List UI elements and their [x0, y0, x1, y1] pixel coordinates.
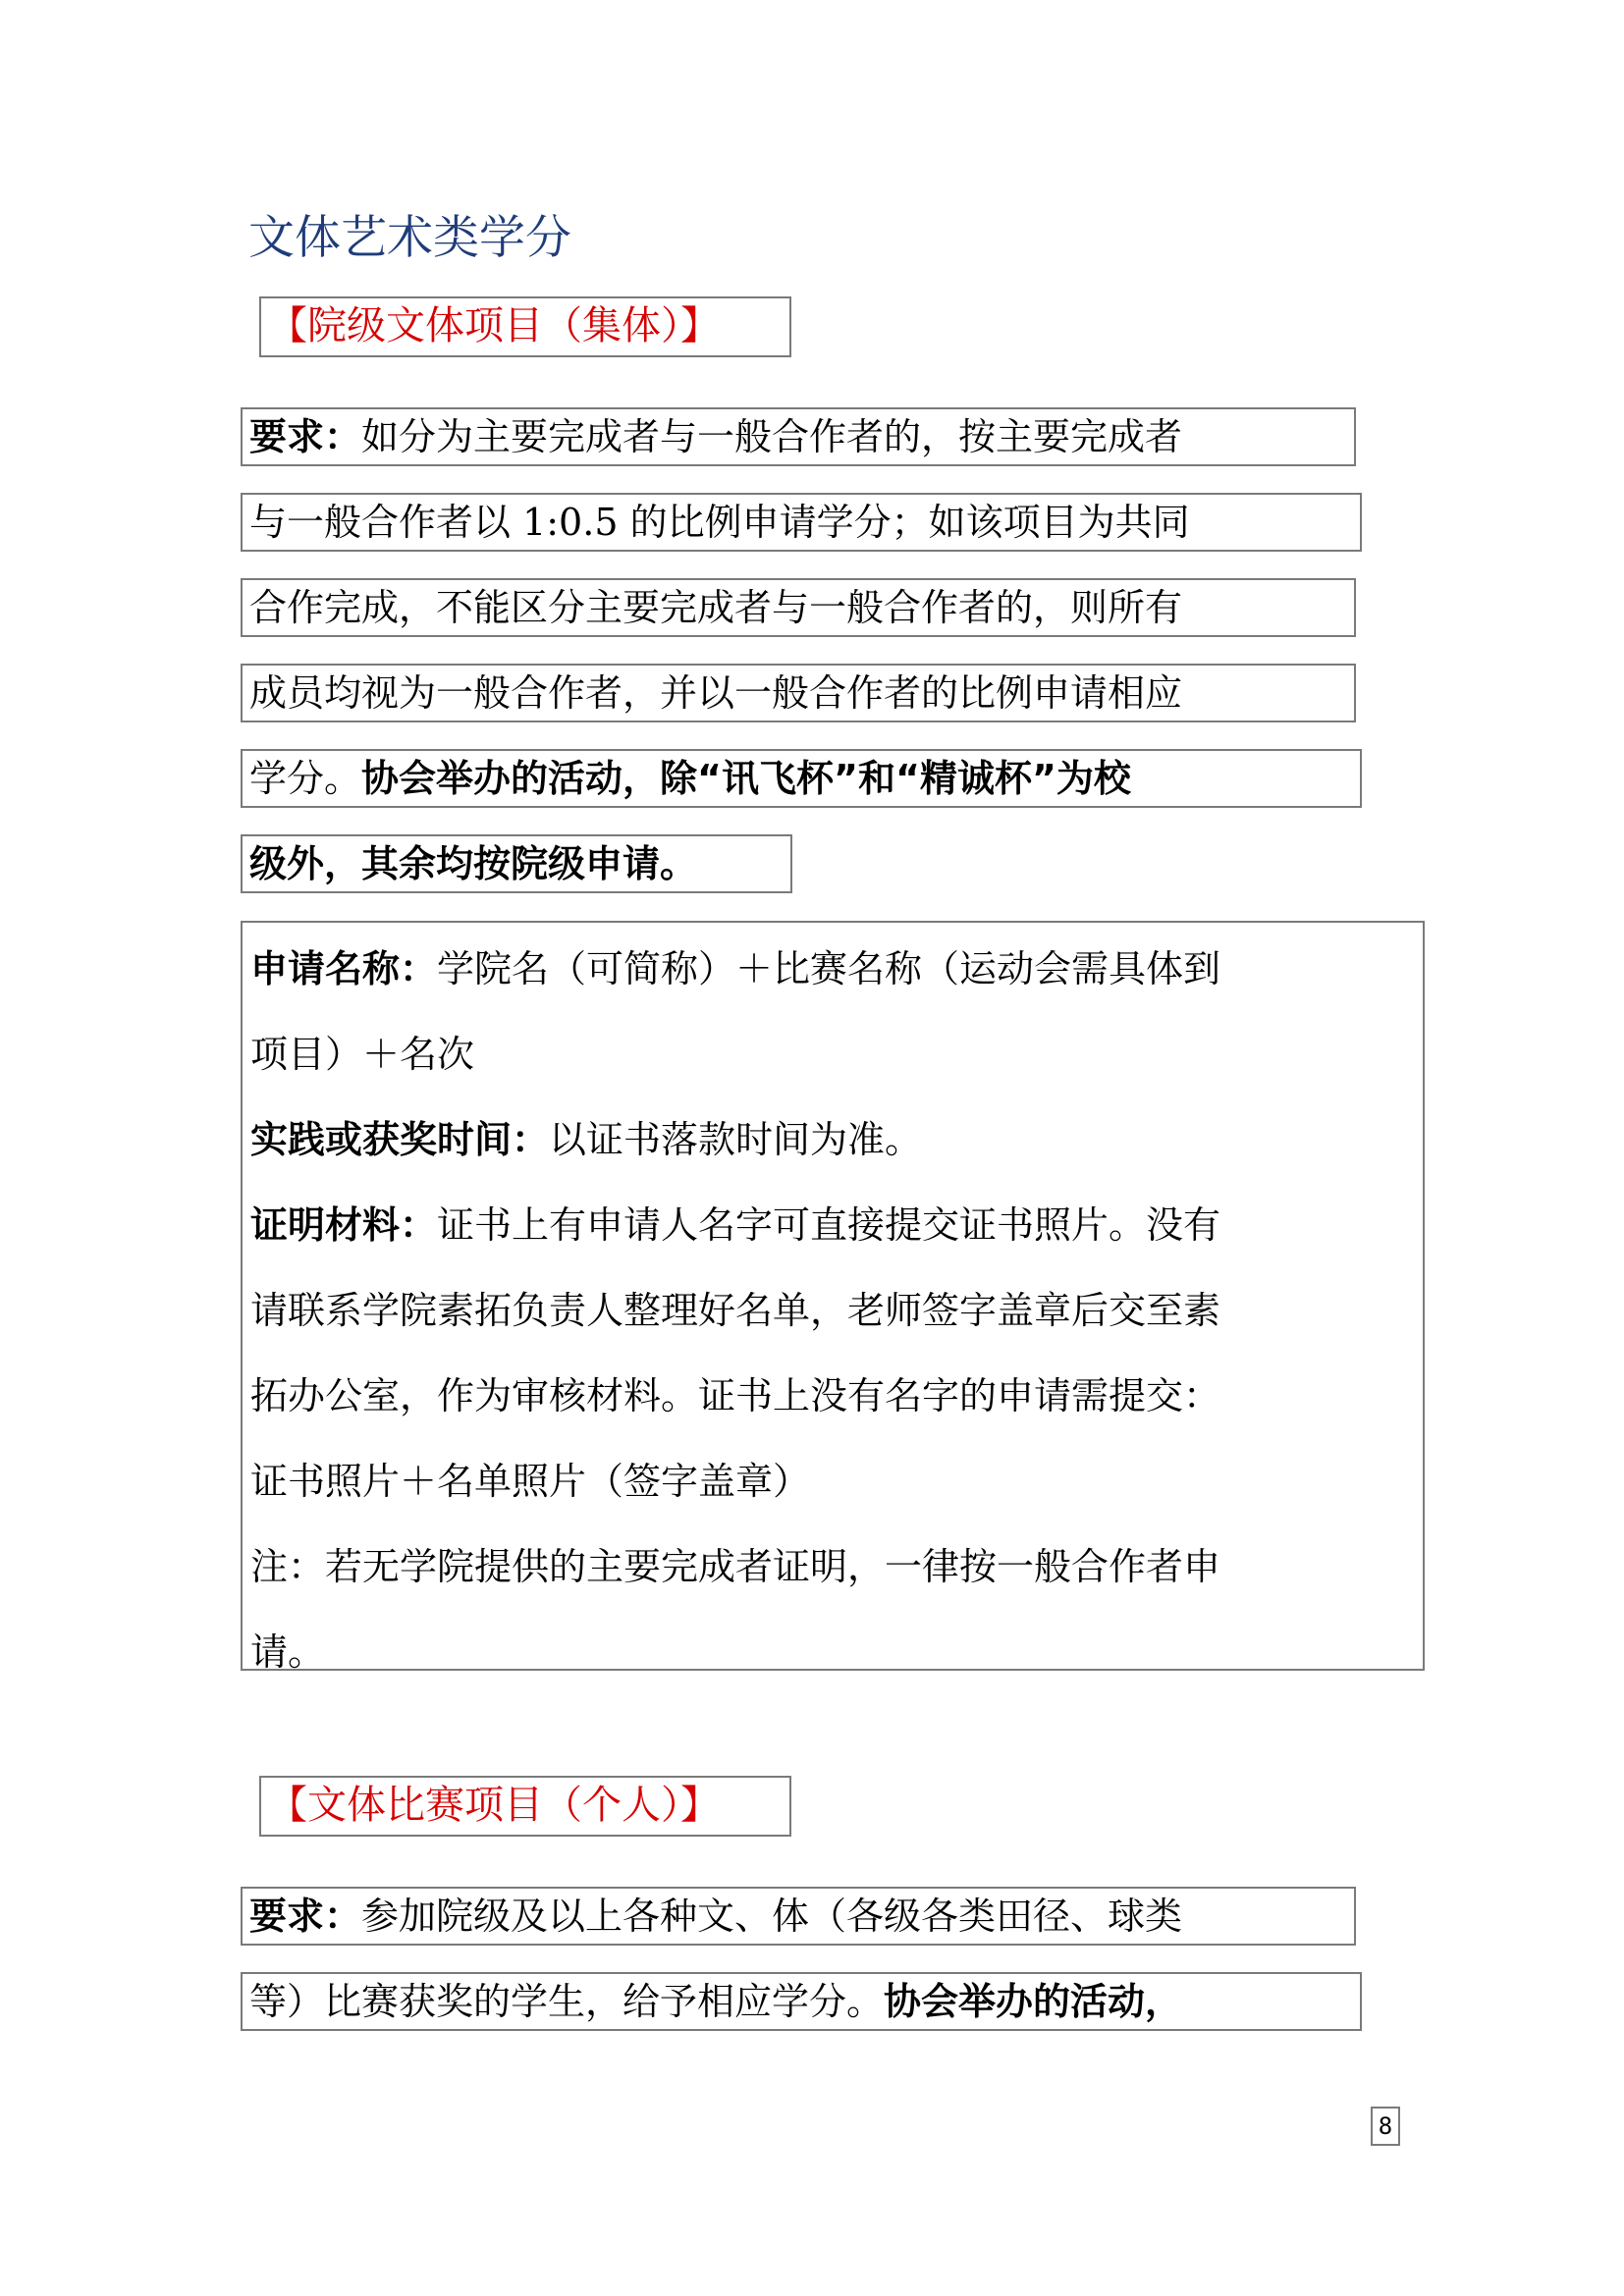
application-info-box [241, 921, 1425, 1674]
time-line: 实践或获奖时间：以证书落款时间为准。 [250, 1118, 923, 1161]
section-title-individual: 【文体比赛项目（个人）】 [259, 1776, 791, 1837]
requirement-label: 要求： [249, 415, 362, 458]
note-cont: 请。 [250, 1630, 326, 1674]
requirement2-line-1: 要求：参加院级及以上各种文、体（各级各类田径、球类 [241, 1887, 1356, 1946]
requirement2-line-2: 等）比赛获奖的学生，给予相应学分。协会举办的活动， [241, 1972, 1362, 2031]
proof-line: 证明材料：证书上有申请人名字可直接提交证书照片。没有 [250, 1203, 1221, 1247]
requirement-line-6: 级外，其余均按院级申请。 [241, 834, 792, 893]
apply-name-cont: 项目）＋名次 [250, 1033, 475, 1076]
proof-cont-2: 拓办公室，作为审核材料。证书上没有名字的申请需提交： [250, 1374, 1221, 1417]
apply-name-line: 申请名称：学院名（可简称）＋比赛名称（运动会需具体到 [250, 947, 1221, 990]
requirement-line-1: 要求：如分为主要完成者与一般合作者的，按主要完成者 [241, 407, 1356, 466]
page-number: 8 [1371, 2107, 1400, 2146]
requirement-line-3: 合作完成，不能区分主要完成者与一般合作者的，则所有 [241, 578, 1356, 637]
proof-cont-3: 证书照片＋名单照片（签字盖章） [250, 1460, 811, 1503]
proof-cont-1: 请联系学院素拓负责人整理好名单，老师签字盖章后交至素 [250, 1289, 1221, 1332]
requirement-line-2: 与一般合作者以 1:0.5 的比例申请学分；如该项目为共同 [241, 493, 1362, 552]
note-line: 注：若无学院提供的主要完成者证明，一律按一般合作者申 [250, 1545, 1221, 1588]
section-title-collective: 【院级文体项目（集体）】 [259, 296, 791, 357]
page-heading: 文体艺术类学分 [248, 211, 571, 265]
requirement-line-5: 学分。协会举办的活动，除“讯飞杯”和“精诚杯”为校 [241, 749, 1362, 808]
requirement-line-4: 成员均视为一般合作者，并以一般合作者的比例申请相应 [241, 664, 1356, 722]
